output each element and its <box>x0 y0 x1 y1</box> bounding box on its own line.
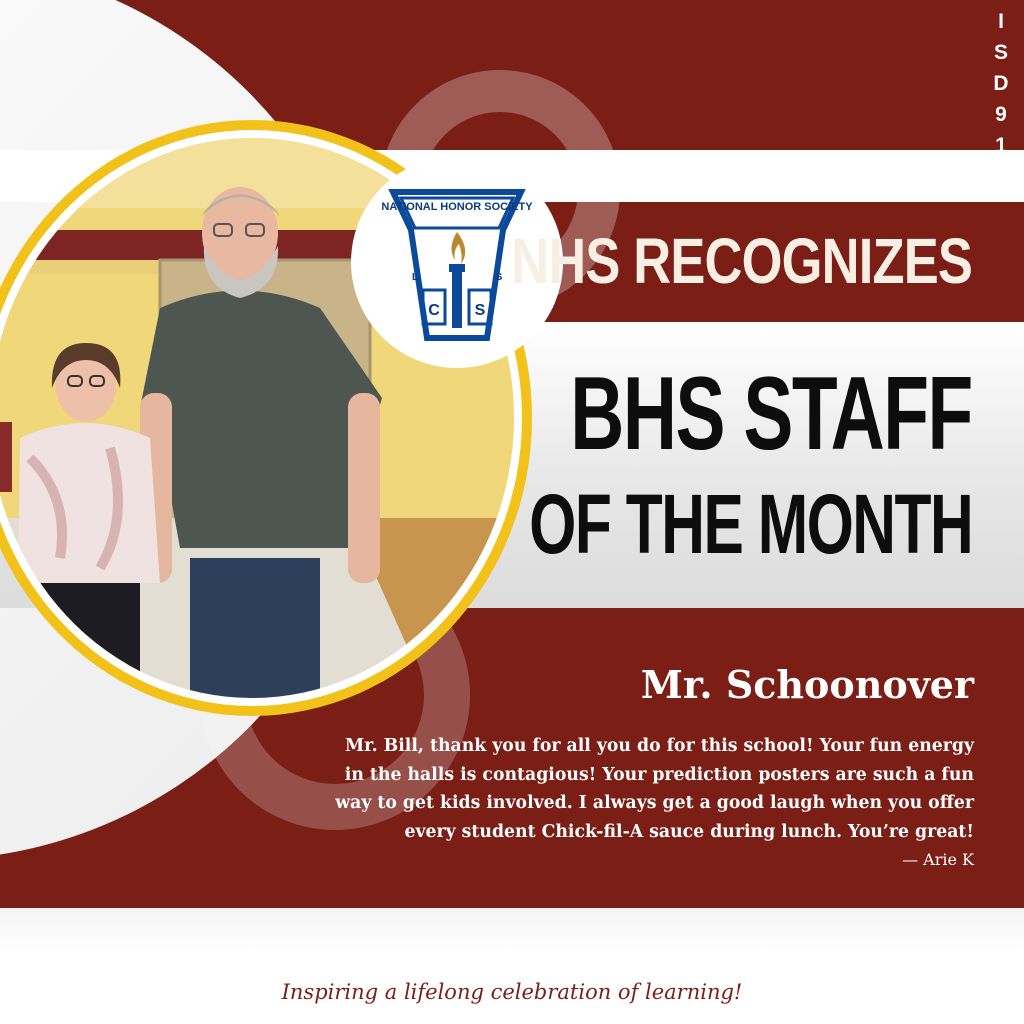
logo-letter-3: L <box>411 272 419 283</box>
brand-letter: D <box>993 72 1009 95</box>
nomination-quote: Mr. Bill, thank you for all you do for this school! Your fun energy in the halls is contagious! Your prediction posters are such a fun way to get kids involved. I always get a good laugh when you offer every student Chick-fil-A sauce during lunch. You’re great! <box>335 736 974 842</box>
honoree-name: Mr. Schoonover <box>640 662 974 707</box>
footer-tagline: Inspiring a lifelong celebration of learning! <box>281 980 743 1004</box>
district-brand <box>988 6 1014 161</box>
headline-month: OF THE MONTH <box>528 477 972 571</box>
logo-letter-2: S <box>474 302 486 319</box>
logo-letter-1: C <box>428 302 440 319</box>
headline-staff: BHS STAFF <box>570 356 972 472</box>
brand-letter: I <box>998 10 1004 33</box>
footer-band <box>0 908 1024 1024</box>
brand-letter: S <box>993 41 1008 64</box>
brand-letter: 9 <box>995 103 1007 126</box>
brand-letter: 1 <box>995 134 1007 157</box>
headline-recognizes: NHS RECOGNIZES <box>511 225 972 297</box>
logo-text: NATIONAL HONOR SOCIETY <box>381 201 533 213</box>
logo-letter-4: S <box>495 272 503 283</box>
quote-attribution: — Arie K <box>902 850 974 869</box>
